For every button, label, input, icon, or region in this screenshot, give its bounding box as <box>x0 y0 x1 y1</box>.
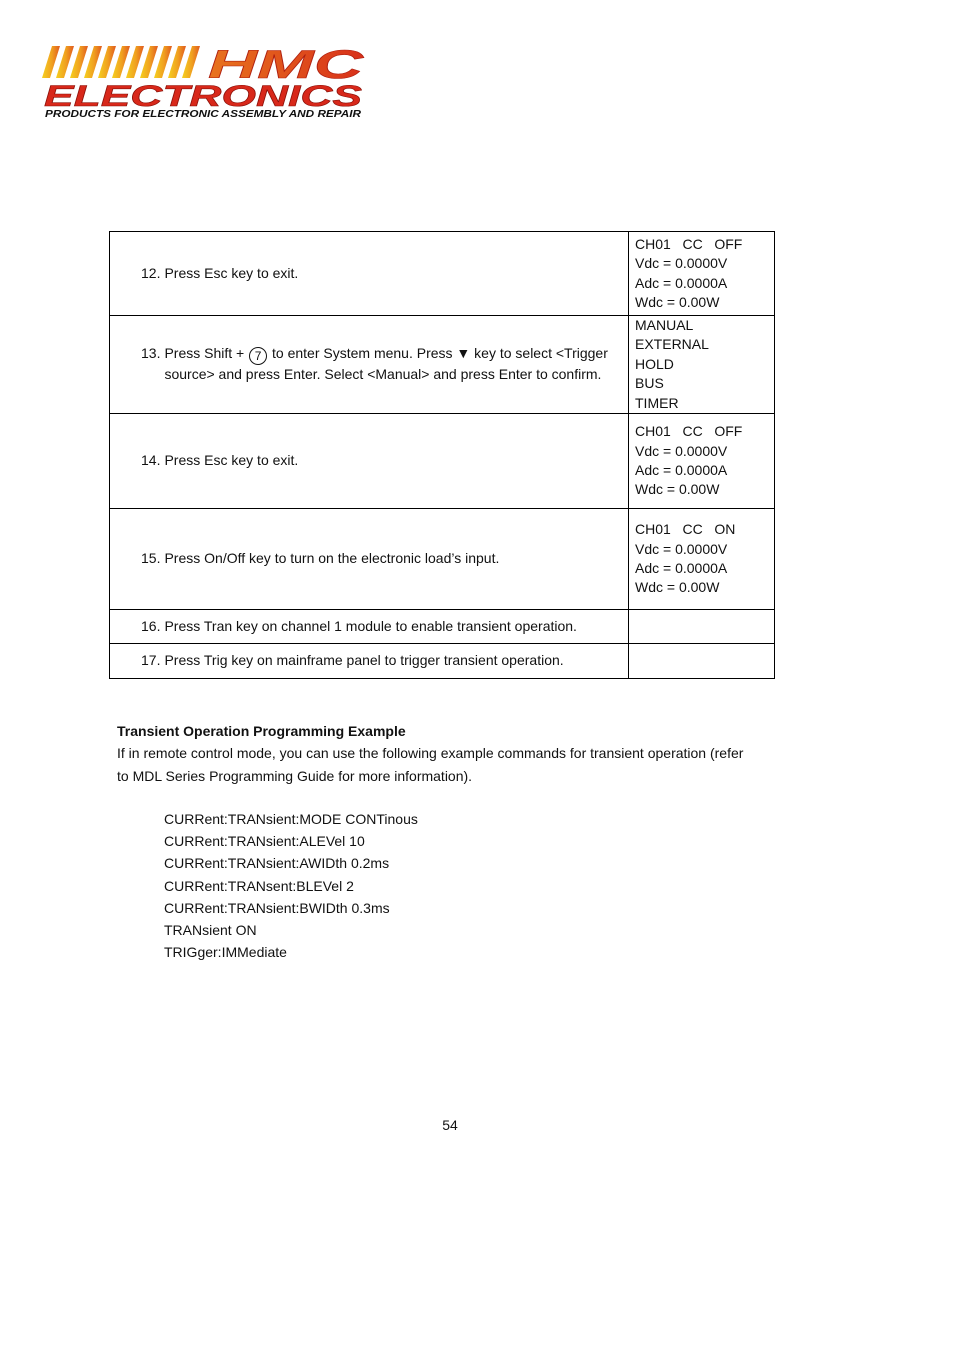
table-row <box>110 232 775 316</box>
step-text: Press On/Off key to turn on the electronic load’s input. <box>164 550 500 567</box>
command-line: CURRent:TRANsient:ALEVel 10 <box>164 833 365 850</box>
display-cell <box>629 316 775 414</box>
step-number: 15. <box>141 550 161 567</box>
display-line: TIMER <box>635 394 679 411</box>
step-cell <box>110 414 629 509</box>
step-text: Press Shift + 7 to enter System menu. Press ▼ key to select <Trigger source> and press Enter. Select <Manual> and press Enter to confirm. <box>164 345 608 383</box>
display-line: EXTERNAL <box>635 336 709 353</box>
step-cell <box>110 509 629 610</box>
display-line: Wdc = 0.00W <box>635 481 720 498</box>
programming-example-section <box>117 720 777 963</box>
step-number: 13. <box>141 345 161 362</box>
command-line: CURRent:TRANsient:MODE CONTinous <box>164 811 418 827</box>
display-line: Wdc = 0.00W <box>635 579 720 596</box>
key-7-icon: 7 <box>249 347 267 365</box>
step-text: Press Tran key on channel 1 module to enable transient operation. <box>164 617 577 634</box>
page-number: 54 <box>442 1117 458 1133</box>
section-body: If in remote control mode, you can use the following example commands for transient operation (refer to MDL Series Programming Guide for more information). <box>117 745 744 784</box>
logo-tagline: PRODUCTS FOR ELECTRONIC ASSEMBLY AND REPAIR <box>45 109 362 120</box>
step-cell <box>110 232 629 316</box>
display-line: CH01 CC ON <box>635 521 736 538</box>
command-line: TRANsient ON <box>164 922 257 939</box>
display-line: Adc = 0.0000A <box>635 462 728 479</box>
display-cell <box>629 610 775 644</box>
section-title: Transient Operation Programming Example <box>117 723 406 739</box>
command-list <box>164 808 777 963</box>
display-line: CH01 CC OFF <box>635 235 743 252</box>
table-row <box>110 644 775 679</box>
step-cell <box>110 316 629 414</box>
step-text: Press Esc key to exit. <box>164 452 299 469</box>
display-line: Vdc = 0.0000V <box>635 442 728 459</box>
step-number: 16. <box>141 617 161 634</box>
display-line: Vdc = 0.0000V <box>635 540 728 557</box>
step-number: 14. <box>141 452 161 469</box>
step-number: 17. <box>141 652 161 669</box>
command-line: TRIGger:IMMediate <box>164 944 287 961</box>
display-line: Adc = 0.0000A <box>635 274 728 291</box>
display-cell <box>629 232 775 316</box>
logo-stripes <box>42 46 200 78</box>
display-cell <box>629 509 775 610</box>
display-line: Vdc = 0.0000V <box>635 255 728 272</box>
table-row <box>110 509 775 610</box>
step-text: Press Trig key on mainframe panel to trigger transient operation. <box>164 652 564 669</box>
display-cell <box>629 644 775 679</box>
step-number: 12. <box>141 264 161 281</box>
command-line: CURRent:TRANsient:AWIDth 0.2ms <box>164 855 390 872</box>
step-cell <box>110 644 629 679</box>
display-line: MANUAL <box>635 317 694 333</box>
steps-table <box>109 231 775 679</box>
step-cell <box>110 610 629 644</box>
logo-brand: HMC <box>208 43 365 87</box>
display-line: HOLD <box>635 355 674 372</box>
company-logo <box>42 42 367 120</box>
logo-name: ELECTRONICS <box>44 80 362 113</box>
table-row <box>110 316 775 414</box>
display-line: BUS <box>635 375 664 392</box>
command-line: CURRent:TRANsient:BWIDth 0.3ms <box>164 899 390 916</box>
table-row <box>110 414 775 509</box>
display-cell <box>629 414 775 509</box>
step-text: Press Esc key to exit. <box>164 264 299 281</box>
command-line: CURRent:TRANsent:BLEVel 2 <box>164 877 354 894</box>
table-row <box>110 610 775 644</box>
display-line: Adc = 0.0000A <box>635 560 728 577</box>
display-line: Wdc = 0.00W <box>635 293 720 310</box>
display-line: CH01 CC OFF <box>635 423 743 440</box>
